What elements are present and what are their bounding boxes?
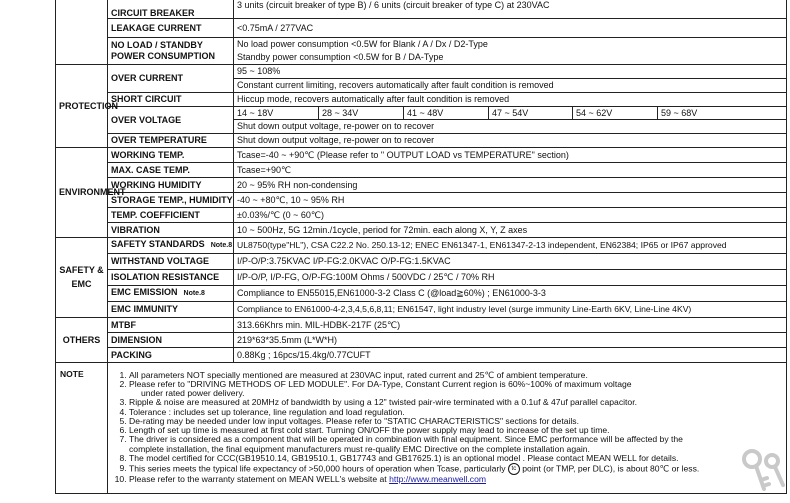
value-leakage-current: <0.75mA / 277VAC — [234, 18, 787, 37]
value-isolation-resistance: I/P-O/P, I/P-FG, O/P-FG:100M Ohms / 500VDC / 25℃ / 70% RH — [234, 269, 787, 285]
item-working-humidity: WORKING HUMIDITY — [108, 177, 234, 192]
item-emc-emission — [108, 285, 234, 301]
item-safety-standards-label: SAFETY STANDARDS — [111, 239, 205, 249]
row-isolation — [56, 269, 787, 285]
value-safety-standards: UL8750(type"HL"), CSA C22.2 No. 250.13-12; ENEC EN61347-1, EN61347-2-13 independent, EN62384; IP65 or IP67 approved — [234, 237, 787, 253]
row-notes — [56, 362, 787, 493]
row-max-case — [56, 162, 787, 177]
item-storage-temp: STORAGE TEMP., HUMIDITY — [108, 192, 234, 207]
note-8: 8. The model certified for CCC(GB19510.14, GB19510.1, GB17743 and GB17625.1) is an optional model . Please contact MEAN WELL for details. — [129, 454, 783, 463]
item-short-circuit: SHORT CIRCUIT — [108, 92, 234, 106]
note-7 — [129, 435, 783, 453]
row-over-current-1 — [56, 64, 787, 78]
item-circuit-breaker: CIRCUIT BREAKER — [108, 0, 234, 18]
item-over-current: OVER CURRENT — [108, 64, 234, 92]
notes-list — [111, 371, 783, 484]
row-leakage — [56, 18, 787, 37]
item-noload-label2: POWER CONSUMPTION — [111, 50, 216, 61]
spec-table — [55, 0, 787, 494]
note-9-text1: This series meets the typical life expectancy of >50,000 hours of operation when Tcase, particularly — [129, 463, 506, 474]
value-dimension: 219*63*35.5mm (L*W*H) — [234, 332, 787, 347]
note-2 — [129, 380, 783, 398]
row-noload-1 — [56, 37, 787, 50]
meanwell-website-link[interactable]: http://www.meanwell.com — [389, 473, 487, 484]
row-over-voltage-ranges — [56, 106, 787, 119]
row-dimension — [56, 332, 787, 347]
value-mtbf: 313.66Khrs min. MIL-HDBK-217F (25℃) — [234, 317, 787, 332]
row-withstand — [56, 253, 787, 269]
ov-range-3: 41 ~ 48V — [404, 106, 489, 119]
spec-sheet — [55, 0, 786, 503]
note-2-line1: Please refer to "DRIVING METHODS OF LED MODULE". For DA-Type, Constant Current region is 60%~100% of maximum voltage — [129, 379, 632, 390]
safety-note-ref: Note.8 — [210, 242, 233, 249]
note-6: 6. Length of set up time is measured at first cold start. Turning ON/OFF the power supply may lead to increase of the set up time. — [129, 426, 783, 435]
row-packing — [56, 347, 787, 362]
row-short-circuit — [56, 92, 787, 106]
note-7-line2: complete installation, the final equipment manufacturers must re-qualify EMC Directive on the complete installation again. — [129, 443, 590, 454]
row-working-humidity — [56, 177, 787, 192]
value-packing: 0.88Kg ; 16pcs/15.4kg/0.77CUFT — [234, 347, 787, 362]
item-dimension: DIMENSION — [108, 332, 234, 347]
row-working-temp — [56, 147, 787, 162]
row-mtbf — [56, 317, 787, 332]
value-noload-1: No load power consumption <0.5W for Blank / A / Dx / D2-Type — [234, 37, 787, 50]
value-over-current-2: Constant current limiting, recovers automatically after fault condition is removed — [234, 78, 787, 92]
row-circuit-breaker — [56, 0, 787, 18]
category-safety-emc — [56, 237, 108, 317]
note-1: 1. All parameters NOT specially mentioned are measured at 230VAC input, rated current and 25℃ of ambient temperature. — [129, 371, 783, 380]
item-mtbf: MTBF — [108, 317, 234, 332]
item-withstand-voltage: WITHSTAND VOLTAGE — [108, 253, 234, 269]
note-4: 4. Tolerance : includes set up tolerance, line regulation and load regulation. — [129, 408, 783, 417]
item-over-voltage: OVER VOLTAGE — [108, 106, 234, 133]
tc-point-icon: tc — [508, 463, 520, 475]
category-environment: ENVIRONMENT — [56, 147, 108, 237]
ov-range-1: 14 ~ 18V — [234, 106, 319, 119]
item-noload-label1: NO LOAD / STANDBY — [111, 39, 203, 50]
note-10-text: Please refer to the warranty statement on MEAN WELL's website at — [129, 473, 387, 484]
value-over-temperature: Shut down output voltage, re-power on to recover — [234, 133, 787, 147]
category-protection: PROTECTION — [56, 64, 108, 147]
value-working-humidity: 20 ~ 95% RH non-condensing — [234, 177, 787, 192]
row-vibration — [56, 222, 787, 237]
emission-note-ref: Note.8 — [183, 290, 205, 297]
note-10 — [129, 475, 783, 484]
value-working-temp: Tcase=-40 ~ +90℃ (Please refer to " OUTPUT LOAD vs TEMPERATURE" section) — [234, 147, 787, 162]
category-note: NOTE — [56, 362, 108, 493]
row-emc-immunity — [56, 301, 787, 317]
value-emc-emission: Compliance to EN55015,EN61000-3-2 Class C (@load≧60%) ; EN61000-3-3 — [234, 285, 787, 301]
value-circuit-breaker: 3 units (circuit breaker of type B) / 6 units (circuit breaker of type C) at 230VAC — [234, 0, 787, 18]
item-packing: PACKING — [108, 347, 234, 362]
row-storage — [56, 192, 787, 207]
item-over-temperature: OVER TEMPERATURE — [108, 133, 234, 147]
value-noload-2: Standby power consumption <0.5W for B / DA-Type — [234, 50, 787, 64]
row-emc-emission — [56, 285, 787, 301]
note-3: 3. Ripple & noise are measured at 20MHz of bandwidth by using a 12" twisted pair-wire terminated with a 0.1uf & 47uf parallel capacitor. — [129, 398, 783, 407]
category-safety-label2: EMC — [71, 279, 92, 289]
item-isolation-resistance: ISOLATION RESISTANCE — [108, 269, 234, 285]
row-temp-coeff — [56, 207, 787, 222]
category-others: OTHERS — [56, 317, 108, 362]
value-short-circuit: Hiccup mode, recovers automatically after fault condition is removed — [234, 92, 787, 106]
item-emc-emission-label: EMC EMISSION — [111, 287, 178, 297]
value-storage-temp: -40 ~ +80℃, 10 ~ 95% RH — [234, 192, 787, 207]
value-vibration: 10 ~ 500Hz, 5G 12min./1cycle, period for 72min. each along X, Y, Z axes — [234, 222, 787, 237]
category-safety-label1: SAFETY & — [59, 265, 104, 275]
value-over-current-1: 95 ~ 108% — [234, 64, 787, 78]
item-noload-standby — [108, 37, 234, 64]
ov-range-2: 28 ~ 34V — [319, 106, 404, 119]
note-2-line2: under rated power delivery. — [141, 388, 245, 399]
notes-cell — [108, 362, 787, 493]
value-withstand-voltage: I/P-O/P:3.75KVAC I/P-FG:2.0KVAC O/P-FG:1.5KVAC — [234, 253, 787, 269]
key-icon — [738, 445, 788, 495]
item-emc-immunity: EMC IMMUNITY — [108, 301, 234, 317]
note-7-line1: The driver is considered as a component that will be operated in combination with final equipment. Since EMC performance will be affected by the — [129, 434, 683, 445]
row-safety-standards — [56, 237, 787, 253]
item-vibration: VIBRATION — [108, 222, 234, 237]
value-temp-coefficient: ±0.03%/℃ (0 ~ 60℃) — [234, 207, 787, 222]
note-9-text2: point (or TMP, per DLC), is about 80℃ or less. — [522, 463, 700, 474]
row-over-temperature — [56, 133, 787, 147]
note-5: 5. De-rating may be needed under low input voltages. Please refer to "STATIC CHARACTERISTICS" sections for details. — [129, 417, 783, 426]
value-emc-immunity: Compliance to EN61000-4-2,3,4,5,6,8,11; EN61547, light industry level (surge immunity Line-Earth 6KV, Line-Line 4KV) — [234, 301, 787, 317]
item-max-case-temp: MAX. CASE TEMP. — [108, 162, 234, 177]
item-leakage-current: LEAKAGE CURRENT — [108, 18, 234, 37]
item-safety-standards — [108, 237, 234, 253]
item-temp-coefficient: TEMP. COEFFICIENT — [108, 207, 234, 222]
ov-range-5: 54 ~ 62V — [573, 106, 658, 119]
item-working-temp: WORKING TEMP. — [108, 147, 234, 162]
value-over-voltage-2: Shut down output voltage, re-power on to recover — [234, 119, 787, 133]
ov-range-4: 47 ~ 54V — [489, 106, 573, 119]
value-max-case-temp: Tcase=+90℃ — [234, 162, 787, 177]
ov-range-6: 59 ~ 68V — [658, 106, 787, 119]
